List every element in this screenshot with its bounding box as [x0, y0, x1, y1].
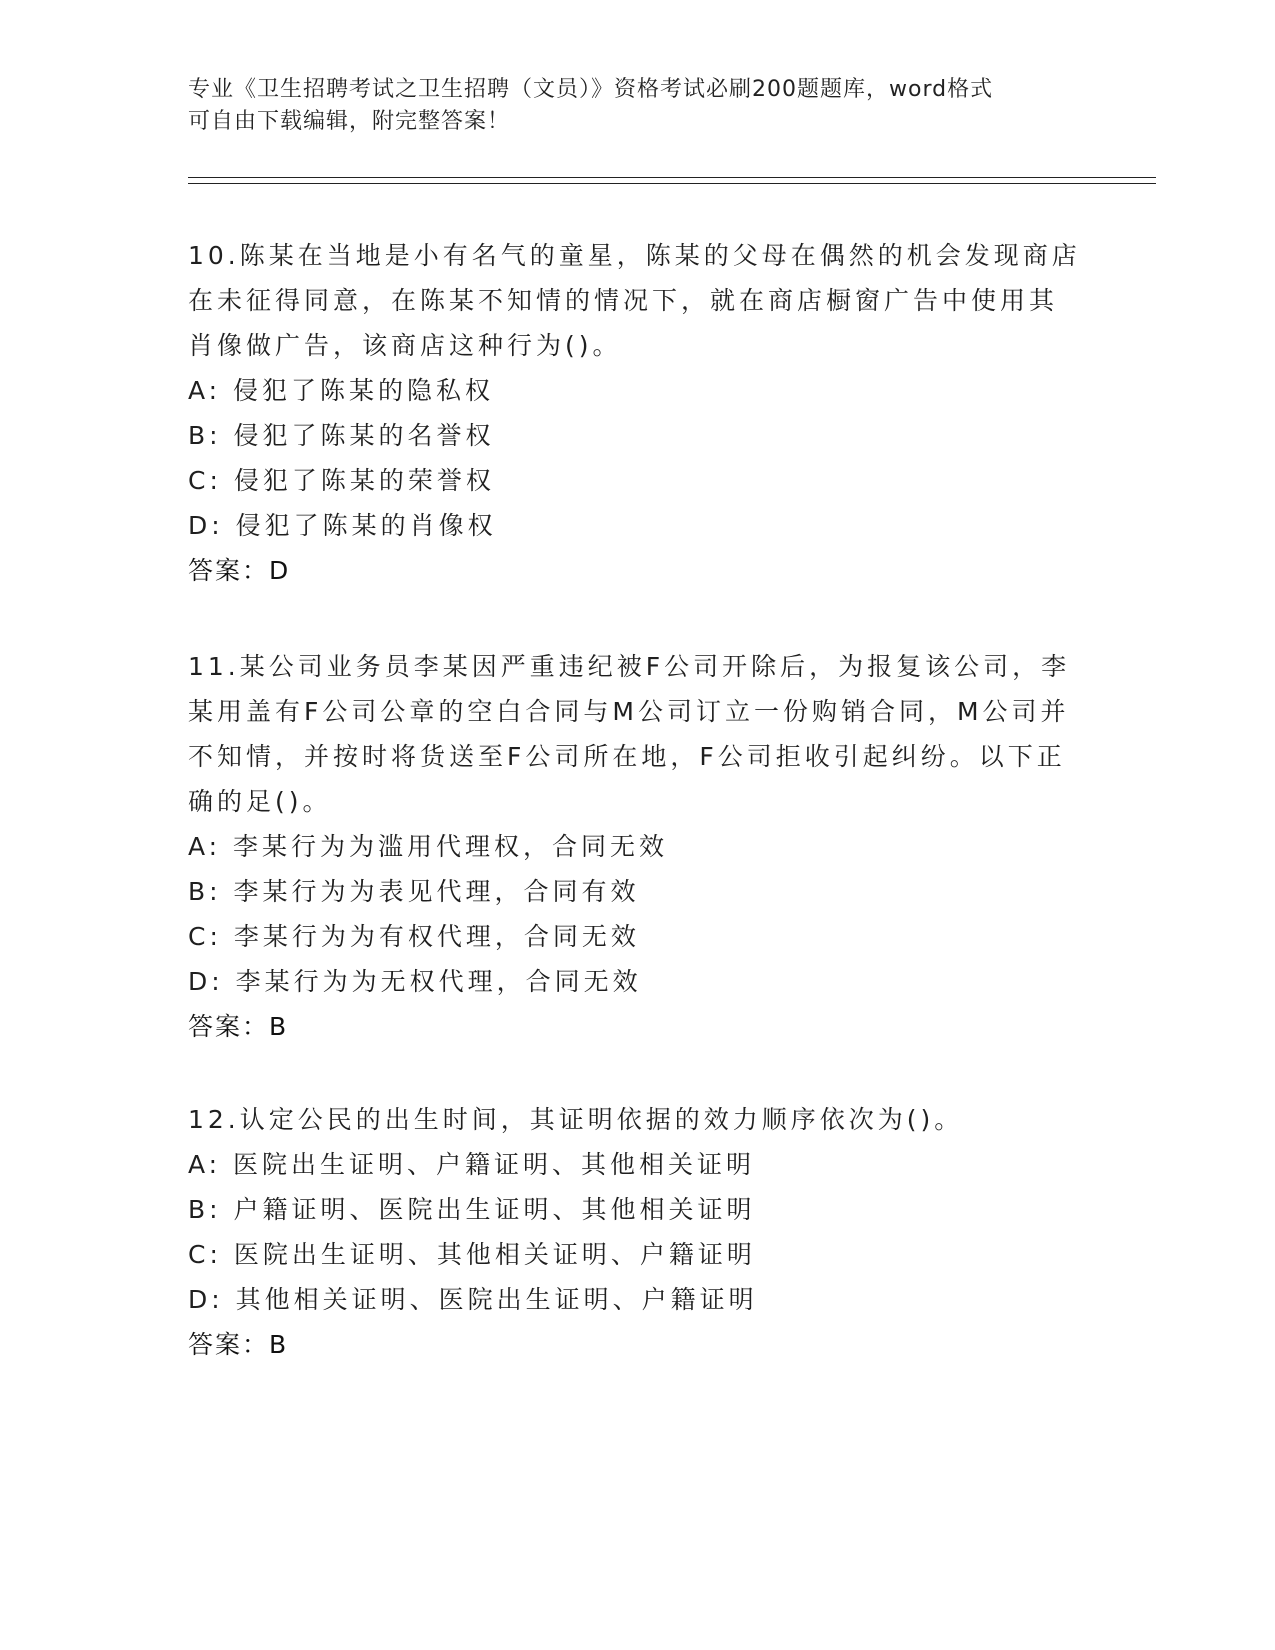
option-b: B: 户籍证明、医院出生证明、其他相关证明 — [188, 1195, 756, 1224]
answer: 答案：B — [188, 1330, 289, 1359]
question-stem-line: 12.认定公民的出生时间，其证明依据的效力顺序依次为()。 — [188, 1105, 964, 1134]
answer: 答案：B — [188, 1012, 289, 1041]
option-a: A: 侵犯了陈某的隐私权 — [188, 376, 495, 405]
header-divider-bottom — [188, 183, 1156, 184]
question-stem-line: 不知情，并按时将货送至F公司所在地，F公司拒收引起纠纷。以下正 — [188, 742, 1066, 771]
option-b: B: 李某行为为表见代理，合同有效 — [188, 877, 640, 906]
question-stem-line: 在未征得同意，在陈某不知情的情况下，就在商店橱窗广告中使用其 — [188, 286, 1059, 315]
option-a: A: 医院出生证明、户籍证明、其他相关证明 — [188, 1150, 756, 1179]
question-10 — [188, 233, 1088, 593]
option-a: A: 李某行为为滥用代理权，合同无效 — [188, 832, 669, 861]
question-stem-line: 确的足()。 — [188, 787, 332, 816]
header-title-line-1: 专业《卫生招聘考试之卫生招聘（文员）》资格考试必刷200题题库，word格式 — [188, 77, 994, 102]
question-stem-line: 11.某公司业务员李某因严重违纪被F公司开除后，为报复该公司，李 — [188, 652, 1071, 681]
document-header — [188, 74, 1068, 138]
question-stem-line: 肖像做广告，该商店这种行为()。 — [188, 331, 622, 360]
option-c: C: 侵犯了陈某的荣誉权 — [188, 466, 495, 495]
option-b: B: 侵犯了陈某的名誉权 — [188, 421, 495, 450]
question-stem-line: 某用盖有F公司公章的空白合同与M公司订立一份购销合同，M公司并 — [188, 697, 1070, 726]
question-stem-line: 10.陈某在当地是小有名气的童星，陈某的父母在偶然的机会发现商店 — [188, 241, 1081, 270]
answer: 答案：D — [188, 556, 291, 585]
option-d: D: 李某行为为无权代理，合同无效 — [188, 967, 642, 996]
header-divider-top — [188, 177, 1156, 178]
question-12 — [188, 1097, 1088, 1367]
question-11 — [188, 644, 1088, 1049]
option-c: C: 医院出生证明、其他相关证明、户籍证明 — [188, 1240, 756, 1269]
option-d: D: 其他相关证明、医院出生证明、户籍证明 — [188, 1285, 758, 1314]
option-d: D: 侵犯了陈某的肖像权 — [188, 511, 497, 540]
option-c: C: 李某行为为有权代理，合同无效 — [188, 922, 640, 951]
header-title-line-2: 可自由下载编辑，附完整答案！ — [188, 109, 511, 134]
